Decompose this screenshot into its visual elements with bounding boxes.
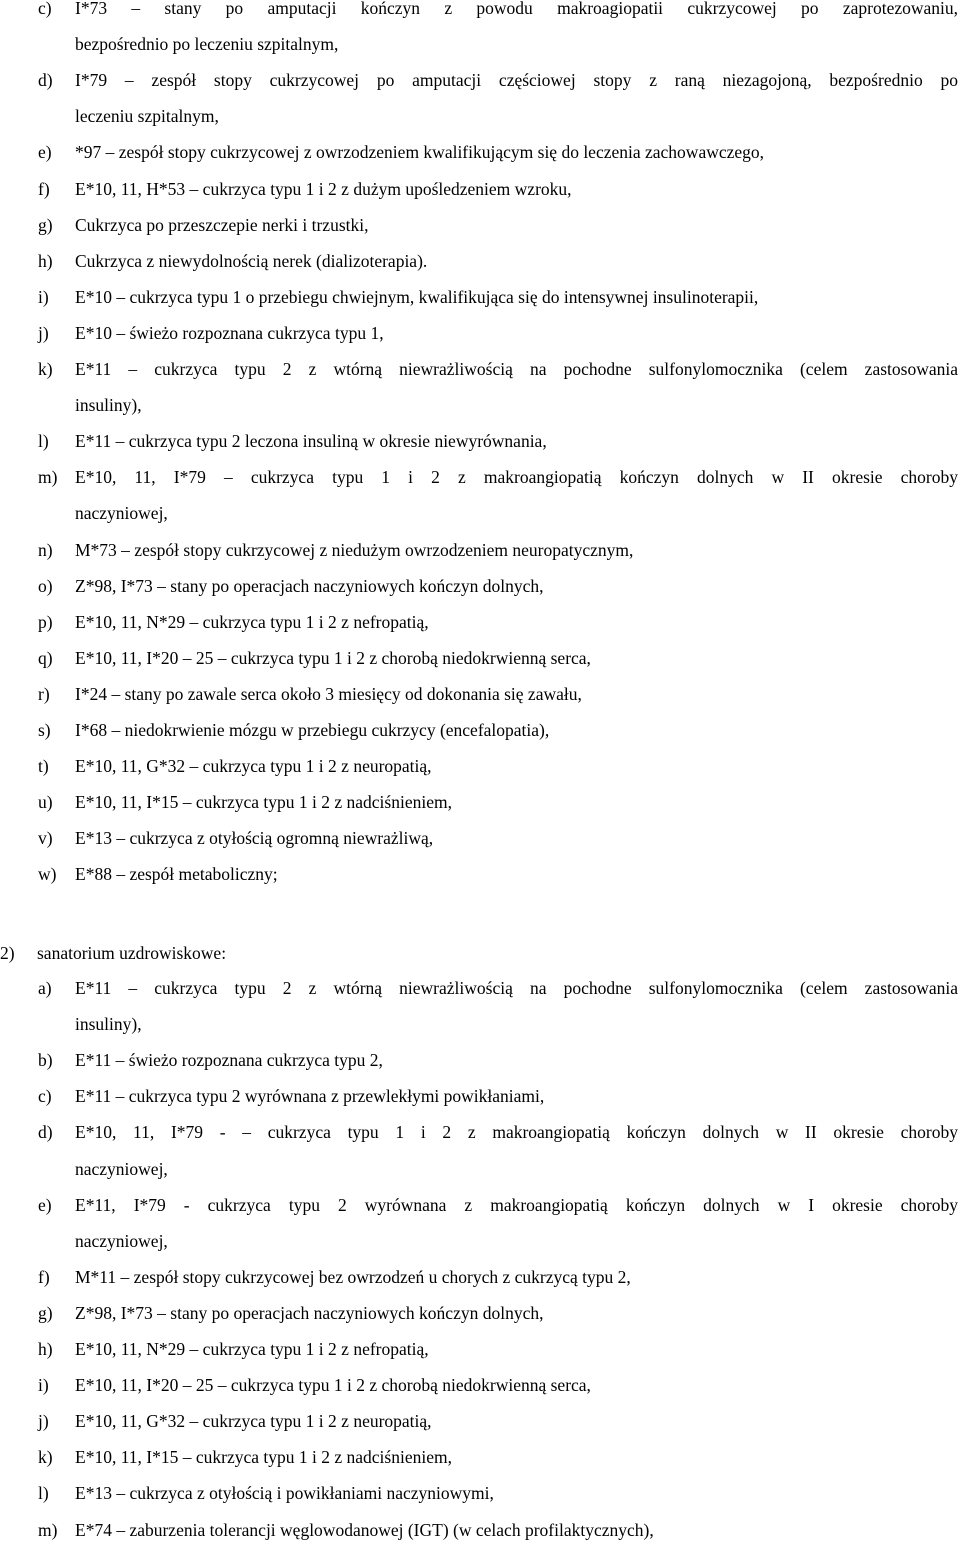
item-text: I*79 – zespół stopy cukrzycowej po amputacji częściowej stopy z raną niezagojoną, bezpośrednio po: [75, 70, 958, 91]
item-text: Z*98, I*73 – stany po operacjach naczyniowych kończyn dolnych,: [75, 575, 544, 596]
item-label: h): [38, 1339, 53, 1359]
item-label: c): [38, 1086, 52, 1107]
item-label: i): [38, 1375, 49, 1396]
item-label: g): [38, 214, 53, 235]
item-label: m): [38, 467, 58, 488]
item-text: E*74 – zaburzenia tolerancji węglowodanowej (IGT) (w celach profilaktycznych),: [75, 1519, 654, 1540]
item-text: I*73 – stany po amputacji kończyn z powodu makroagiopatii cukrzycowej po zaprotezowaniu,: [75, 0, 958, 18]
item-label: k): [38, 359, 53, 379]
item-text: E*10, 11, I*20 – 25 – cukrzyca typu 1 i 2 z chorobą niedokrwienną serca,: [75, 647, 591, 668]
item-text: E*11 – cukrzyca typu 2 wyrównana z przewlekłymi powikłaniami,: [75, 1086, 545, 1107]
item-text: E*10, 11, N*29 – cukrzyca typu 1 i 2 z nefropatią,: [75, 1339, 429, 1359]
item-label: t): [38, 756, 49, 777]
item-label: m): [38, 1519, 58, 1540]
item-text: E*10, 11, I*79 - – cukrzyca typu 1 i 2 z makroangiopatią kończyn dolnych w II okresie choroby: [75, 1122, 958, 1143]
item-text: E*11 – cukrzyca typu 2 leczona insuliną w okresie niewyrównania,: [75, 431, 547, 452]
item-label: h): [38, 250, 53, 271]
item-text: naczyniowej,: [75, 503, 168, 524]
item-text: E*10, 11, I*20 – 25 – cukrzyca typu 1 i 2 z chorobą niedokrwienną serca,: [75, 1375, 591, 1396]
item-label: l): [38, 1483, 49, 1504]
item-text: Cukrzyca z niewydolnością nerek (dializoterapia).: [75, 250, 428, 271]
item-label: i): [38, 286, 49, 307]
item-text: E*88 – zespół metaboliczny;: [75, 864, 278, 885]
item-text: insuliny),: [75, 1014, 142, 1035]
item-label: l): [38, 431, 49, 452]
item-text: E*10, 11, G*32 – cukrzyca typu 1 i 2 z neuropatią,: [75, 1411, 432, 1432]
item-text: E*11 – cukrzyca typu 2 z wtórną niewrażliwością na pochodne sulfonylomocznika (celem zastosowania: [75, 978, 958, 998]
item-text: I*68 – niedokrwienie mózgu w przebiegu cukrzycy (encefalopatia),: [75, 720, 550, 740]
item-label: j): [38, 322, 49, 343]
item-label: n): [38, 539, 53, 560]
item-text: E*11, I*79 - cukrzyca typu 2 wyrównana z makroangiopatią kończyn dolnych w I okresie choroby: [75, 1194, 958, 1215]
item-text: Z*98, I*73 – stany po operacjach naczyniowych kończyn dolnych,: [75, 1302, 544, 1323]
item-label: o): [38, 575, 53, 596]
item-label: r): [38, 683, 50, 704]
item-label: c): [38, 0, 52, 18]
item-text: E*10, 11, G*32 – cukrzyca typu 1 i 2 z neuropatią,: [75, 756, 432, 777]
item-label: g): [38, 1302, 53, 1323]
item-text: E*10, 11, I*79 – cukrzyca typu 1 i 2 z makroangiopatią kończyn dolnych w II okresie choroby: [75, 467, 958, 488]
item-text: E*10 – cukrzyca typu 1 o przebiegu chwiejnym, kwalifikująca się do intensywnej insulinoterapii,: [75, 286, 759, 307]
item-text: E*11 – cukrzyca typu 2 z wtórną niewrażliwością na pochodne sulfonylomocznika (celem zastosowania: [75, 359, 958, 379]
item-label: 2): [0, 943, 15, 963]
item-text: bezpośrednio po leczeniu szpitalnym,: [75, 34, 339, 55]
item-label: f): [38, 1266, 50, 1287]
item-label: f): [38, 178, 50, 199]
item-text: E*10, 11, N*29 – cukrzyca typu 1 i 2 z nefropatią,: [75, 611, 429, 632]
item-text: insuliny),: [75, 395, 142, 416]
item-label: a): [38, 978, 52, 998]
item-label: e): [38, 1194, 52, 1215]
item-text: naczyniowej,: [75, 1230, 168, 1251]
item-label: q): [38, 647, 53, 668]
item-text: naczyniowej,: [75, 1158, 168, 1179]
item-text: sanatorium uzdrowiskowe:: [37, 943, 227, 963]
item-text: E*10, 11, I*15 – cukrzyca typu 1 i 2 z nadciśnieniem,: [75, 792, 452, 813]
item-label: d): [38, 1122, 53, 1143]
item-label: p): [38, 611, 53, 632]
item-label: e): [38, 142, 52, 163]
item-text: leczeniu szpitalnym,: [75, 106, 219, 127]
item-label: d): [38, 70, 53, 91]
item-text: E*13 – cukrzyca z otyłością ogromną niewrażliwą,: [75, 828, 434, 849]
item-label: k): [38, 1447, 53, 1468]
item-label: b): [38, 1050, 53, 1071]
item-text: E*10 – świeżo rozpoznana cukrzyca typu 1,: [75, 322, 384, 343]
item-label: v): [38, 828, 53, 849]
item-label: j): [38, 1411, 49, 1432]
item-label: w): [38, 864, 57, 885]
item-text: E*11 – świeżo rozpoznana cukrzyca typu 2,: [75, 1050, 383, 1071]
item-text: M*11 – zespół stopy cukrzycowej bez owrzodzeń u chorych z cukrzycą typu 2,: [75, 1266, 631, 1287]
item-text: Cukrzyca po przeszczepie nerki i trzustki,: [75, 214, 369, 235]
item-text: E*10, 11, I*15 – cukrzyca typu 1 i 2 z nadciśnieniem,: [75, 1447, 452, 1468]
item-text: *97 – zespół stopy cukrzycowej z owrzodzeniem kwalifikującym się do leczenia zachowawczego,: [75, 142, 765, 163]
item-label: u): [38, 792, 53, 813]
item-label: s): [38, 720, 51, 740]
item-text: M*73 – zespół stopy cukrzycowej z niedużym owrzodzeniem neuropatycznym,: [75, 539, 634, 560]
item-text: E*10, 11, H*53 – cukrzyca typu 1 i 2 z dużym upośledzeniem wzroku,: [75, 178, 572, 199]
item-text: E*13 – cukrzyca z otyłością i powikłaniami naczyniowymi,: [75, 1483, 494, 1504]
item-text: I*24 – stany po zawale serca około 3 miesięcy od dokonania się zawału,: [75, 683, 582, 704]
